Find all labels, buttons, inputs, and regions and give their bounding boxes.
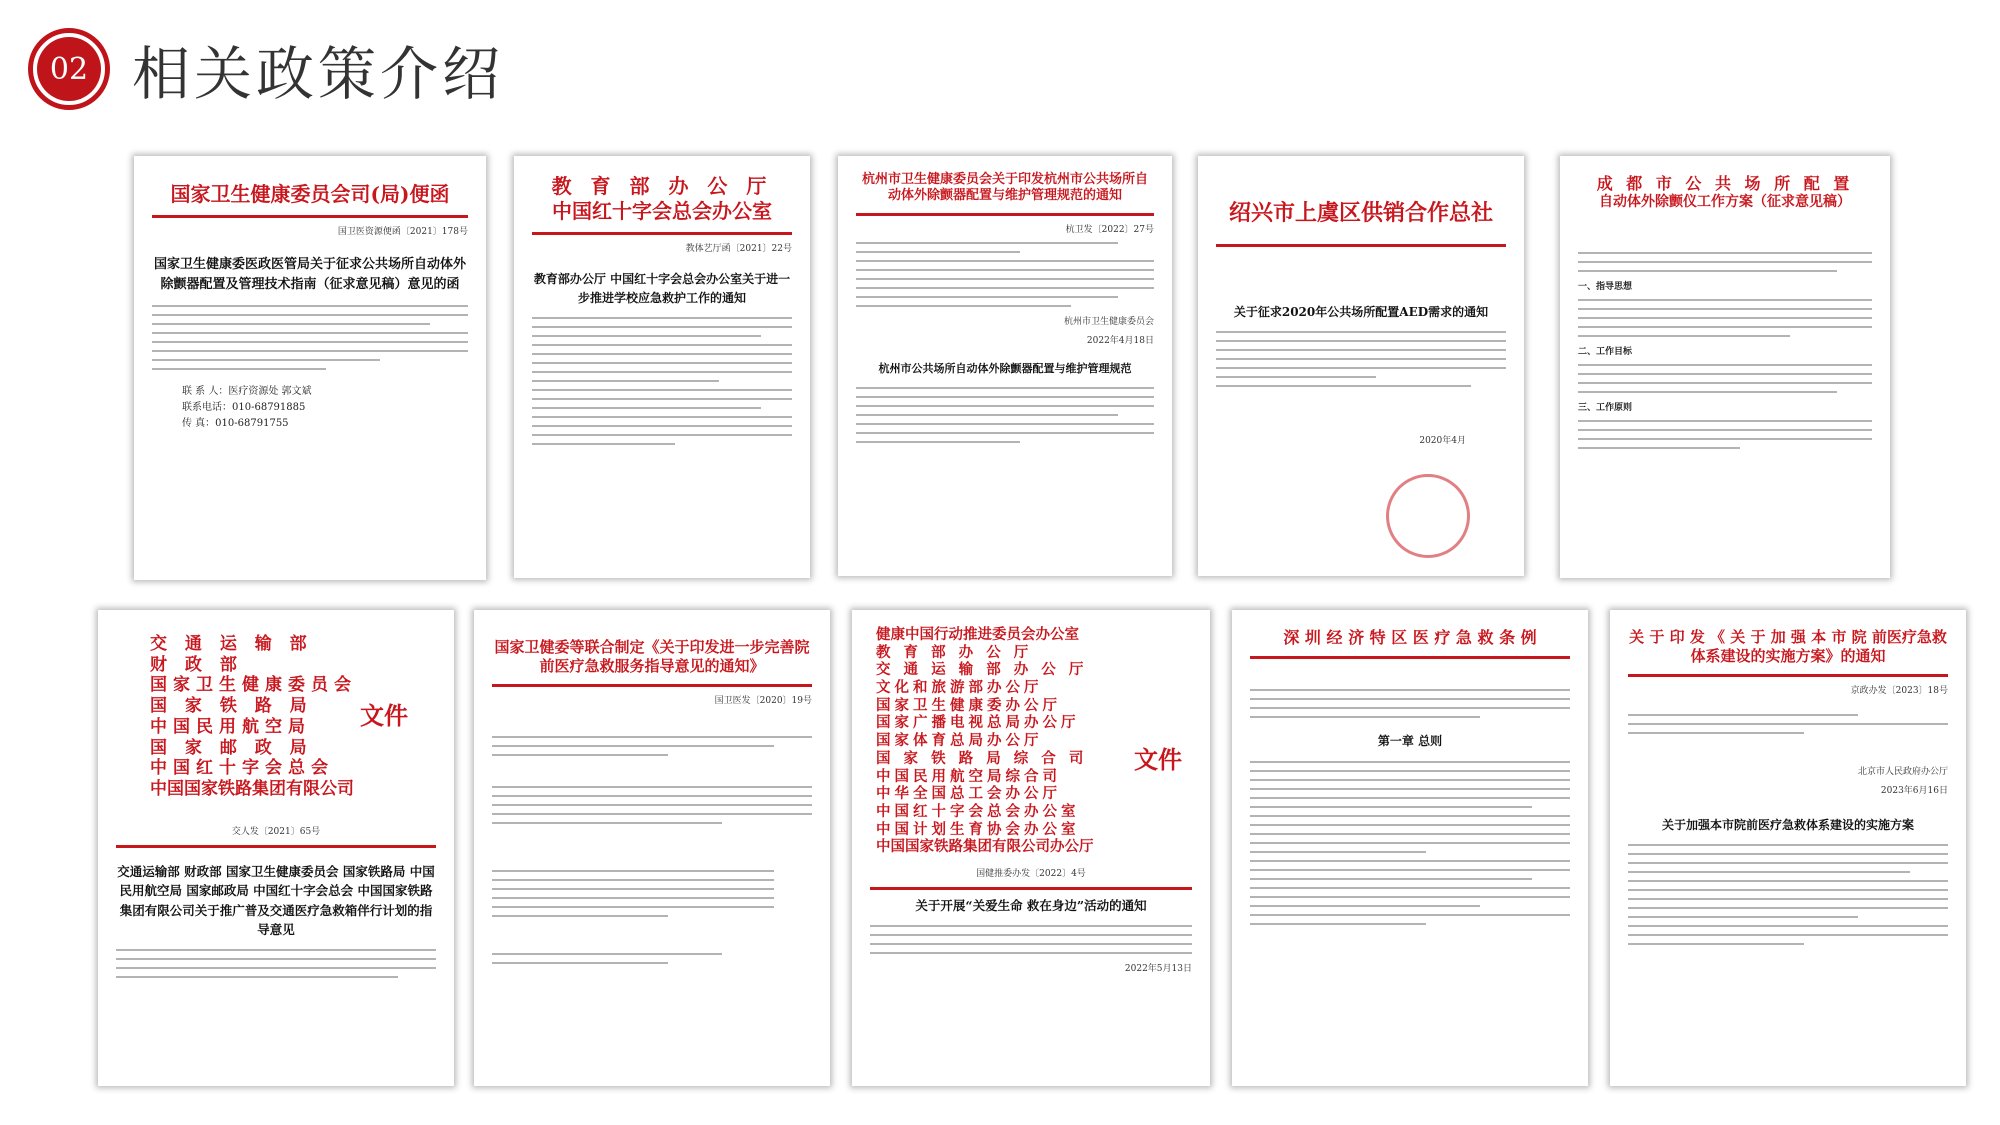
issuer-item: 中国国家铁路集团有限公司 bbox=[150, 779, 354, 800]
doc-shangyu-supply-coop bbox=[1198, 156, 1524, 576]
doc-subtitle: 杭州市公共场所自动体外除颤器配置与维护管理规范 bbox=[878, 361, 1132, 375]
doc-date: 2020年4月 bbox=[1419, 436, 1466, 447]
doc-header-1: 成 都 市 公 共 场 所 配 置 bbox=[1596, 174, 1854, 193]
issuer-item: 中国国家铁路集团有限公司办公厅 bbox=[876, 838, 1094, 856]
doc-chapter: 第一章 总则 bbox=[1377, 734, 1443, 748]
doc-title: 国家卫生健康委医政医管局关于征求公共场所自动体外除颤器配置及管理技术指南（征求意见稿）意见的函 bbox=[153, 257, 466, 293]
doc-header: 绍兴市上虞区供销合作总社 bbox=[1228, 200, 1493, 226]
doc-number: 教体艺厅函〔2021〕22号 bbox=[685, 244, 792, 254]
issuer-item: 交 通 运 输 部 办 公 厅 bbox=[876, 661, 1088, 679]
issuer-item: 文化和旅游部办公厅 bbox=[876, 679, 1043, 697]
doc-healthy-china-activity bbox=[852, 610, 1210, 1086]
doc-transport-joint-guidance bbox=[98, 610, 454, 1086]
doc-phone: 联系电话：010-68791885 bbox=[182, 402, 306, 414]
doc-header: 深 圳 经 济 特 区 医 疗 急 救 条 例 bbox=[1283, 628, 1537, 647]
doc-nhc-prehospital-care bbox=[474, 610, 830, 1086]
doc-hangzhou-aed-norms bbox=[838, 156, 1172, 576]
doc-wenjian: 文件 bbox=[1134, 745, 1182, 774]
doc-section-3: 三、工作原则 bbox=[1578, 402, 1633, 413]
issuer-item: 国家卫生健康委办公厅 bbox=[876, 696, 1061, 714]
doc-header: 关 于 印 发 《 关 于 加 强 本 市 院 前医疗急救体系建设的实施方案》的通知 bbox=[1629, 628, 1947, 665]
doc-title: 教育部办公厅 中国红十字会总会办公室关于进一步推进学校应急救护工作的通知 bbox=[533, 272, 791, 305]
issuer-item: 中国红十字会总会办公室 bbox=[876, 802, 1080, 820]
doc-subtitle: 关于加强本市院前医疗急救体系建设的实施方案 bbox=[1661, 817, 1914, 832]
page-title: 相关政策介绍 bbox=[132, 40, 505, 108]
issuer-item: 中国计划生育协会办公室 bbox=[876, 820, 1080, 838]
issuer-item: 国 家 铁 路 局 综 合 司 bbox=[876, 749, 1088, 767]
doc-number: 京政办发〔2023〕18号 bbox=[1850, 685, 1948, 696]
doc-title: 关于征求2020年公共场所配置AED需求的通知 bbox=[1233, 304, 1489, 319]
doc-number: 国卫医发〔2020〕19号 bbox=[714, 695, 812, 706]
doc-beijing-prehospital-plan bbox=[1610, 610, 1966, 1086]
issuer-item: 国家卫生健康委员会 bbox=[150, 675, 357, 696]
issuer-item: 中国红十字会总会 bbox=[150, 758, 334, 779]
doc-header: 国家卫生健康委员会司(局)便函 bbox=[170, 182, 450, 206]
doc-number: 国卫医资源便函〔2021〕178号 bbox=[337, 227, 468, 237]
section-header bbox=[28, 24, 504, 114]
issuer-item: 国家体育总局办公厅 bbox=[876, 732, 1043, 750]
doc-title: 关于开展“关爱生命 救在身边”活动的通知 bbox=[915, 897, 1147, 913]
doc-header-2: 中国红十字会总会办公室 bbox=[552, 199, 772, 223]
doc-issuer: 北京市人民政府办公厅 bbox=[1857, 766, 1948, 777]
section-number-badge bbox=[28, 28, 110, 110]
issuer-item: 中华全国总工会办公厅 bbox=[876, 785, 1061, 803]
doc-chengdu-aed-plan bbox=[1560, 156, 1890, 578]
issuer-item: 教 育 部 办 公 厅 bbox=[876, 643, 1033, 661]
section-number: 02 bbox=[37, 37, 101, 101]
issuer-item: 中国民用航空局综合司 bbox=[876, 767, 1061, 785]
doc-shenzhen-ems-regulation bbox=[1232, 610, 1588, 1086]
doc-title: 交通运输部 财政部 国家卫生健康委员会 国家铁路局 中国民用航空局 国家邮政局 中国红十字会总会 中国国家铁路集团有限公司关于推广普及交通医疗急救箱伴行计划的指导意见 bbox=[117, 863, 435, 937]
doc-date: 2023年6月16日 bbox=[1880, 785, 1948, 796]
doc-nhc-aed-guideline bbox=[134, 156, 486, 580]
doc-header: 国家卫健委等联合制定《关于印发进一步完善院前医疗急救服务指导意见的通知》 bbox=[494, 638, 810, 675]
issuer-item: 中国民用航空局 bbox=[150, 716, 311, 737]
official-seal bbox=[1386, 474, 1470, 558]
doc-moe-redcross-notice bbox=[514, 156, 810, 578]
doc-number: 杭卫发〔2022〕27号 bbox=[1065, 224, 1154, 235]
doc-date: 2022年5月13日 bbox=[1124, 964, 1192, 975]
issuer-item: 国 家 邮 政 局 bbox=[150, 737, 313, 758]
issuer-item: 财 政 部 bbox=[150, 654, 243, 675]
doc-section-2: 二、工作目标 bbox=[1578, 346, 1633, 357]
doc-number: 交人发〔2021〕65号 bbox=[231, 826, 321, 837]
doc-wenjian: 文件 bbox=[360, 701, 408, 730]
issuer-item: 健康中国行动推进委员会办公室 bbox=[876, 626, 1079, 643]
doc-date: 2022年4月18日 bbox=[1086, 335, 1154, 346]
doc-contact: 联 系 人：医疗资源处 郭文斌 bbox=[182, 386, 312, 398]
doc-header-1: 教 育 部 办 公 厅 bbox=[551, 174, 773, 198]
issuer-item: 国 家 铁 路 局 bbox=[150, 696, 313, 717]
doc-number: 国健推委办发〔2022〕4号 bbox=[976, 868, 1086, 879]
issuer-item: 交 通 运 输 部 bbox=[150, 634, 313, 654]
doc-section-1: 一、指导思想 bbox=[1578, 281, 1633, 292]
issuer-item: 国家广播电视总局办公厅 bbox=[876, 714, 1080, 732]
doc-fax: 传 真：010-68791755 bbox=[182, 418, 289, 430]
doc-header: 杭州市卫生健康委员会关于印发杭州市公共场所自动体外除颤器配置与维护管理规范的通知 bbox=[861, 172, 1148, 204]
doc-header-2: 自动体外除颤仪工作方案（征求意见稿） bbox=[1599, 194, 1851, 210]
doc-issuer: 杭州市卫生健康委员会 bbox=[1063, 316, 1154, 327]
